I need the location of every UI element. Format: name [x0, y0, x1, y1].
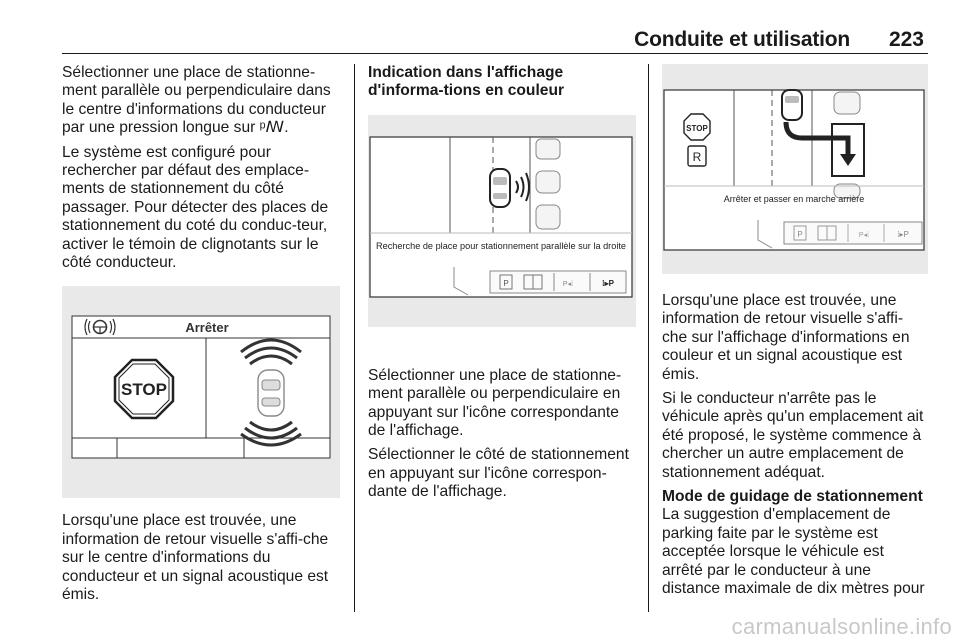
section-heading: Indication dans l'affichage d'informa-tions en couleur	[368, 64, 565, 100]
figure-color-display-reverse	[662, 64, 928, 274]
stop-sign-icon	[684, 114, 710, 140]
right-side-icon[interactable]: ⁞▸P	[897, 230, 909, 239]
header-title: Conduite et utilisation	[634, 28, 850, 51]
dic-stop-illustration	[62, 286, 340, 498]
reverse-gear-text: R	[692, 150, 702, 164]
color-display-search-illustration	[368, 115, 636, 327]
paragraph: Sélectionner une place de stationne-ment parallèle ou perpendiculaire dans le centre d'informations du conducteur par une pression longue sur ᵖꟿ.	[62, 64, 331, 137]
paragraph: La suggestion d'emplacement de parking faite par le système est acceptée lorsque le véhicule est arrêté par le conducteur à une distance maximale de dix mètres pour	[662, 506, 925, 598]
parallel-parking-icon[interactable]: P	[797, 230, 803, 239]
page-header	[62, 24, 928, 54]
column-1	[62, 64, 340, 611]
figure-caption: Recherche de place pour stationnement parallèle sur la droite	[376, 240, 626, 251]
right-side-icon[interactable]: ⁞▸P	[601, 278, 615, 288]
stop-sign-icon	[115, 360, 173, 418]
parallel-parking-icon[interactable]: P	[503, 278, 509, 288]
parked-car-icon	[536, 139, 560, 229]
left-side-icon[interactable]: P◂⁞	[562, 280, 574, 288]
watermark: carmanualsonline.info	[731, 614, 952, 639]
column-2	[368, 64, 636, 508]
paragraph: Sélectionner le côté de stationnement en appuyant sur l'icône correspon-dante de l'affichage.	[368, 446, 629, 501]
stop-sign-text: STOP	[686, 124, 708, 133]
left-side-icon[interactable]: P◂⁞	[858, 232, 870, 239]
figure-title: Arrêter	[185, 320, 229, 336]
paragraph: Lorsqu'une place est trouvée, une information de retour visuelle s'affi-che sur l'affichage d'informations en couleur et un signal acoustique est émis.	[662, 292, 910, 383]
color-display-reverse-illustration	[662, 64, 928, 274]
figure-caption: Arrêter et passer en marche arrière	[723, 194, 865, 204]
own-car-icon	[782, 90, 802, 120]
paragraph: Le système est configuré pour rechercher par défaut des emplace-ments de stationnement du côté passager. Pour détecter des places de stationnement du coté du conduc-teur, activer le témoin de clignotants sur le côté conducteur.	[62, 143, 329, 272]
paragraph: Si le conducteur n'arrête pas le véhicule après qu'un emplacement ait été proposé, le système commence à chercher un autre emplacement de stationnement adéquat.	[662, 390, 924, 481]
column-divider	[354, 64, 355, 612]
column-3	[662, 64, 928, 599]
stop-sign-text: STOP	[121, 380, 167, 400]
page-number: 223	[888, 28, 924, 51]
paragraph: Lorsqu'une place est trouvée, une information de retour visuelle s'affi-che sur le centre d'informations du conducteur et un signal acoustique est émis.	[62, 512, 329, 604]
column-divider	[648, 64, 649, 612]
figure-dic-stop	[62, 286, 340, 498]
reverse-gear-icon	[688, 146, 706, 166]
own-car-icon	[490, 169, 510, 207]
section-heading: Mode de guidage de stationnement	[662, 488, 923, 506]
paragraph: Sélectionner une place de stationne-ment parallèle ou perpendiculaire en appuyant sur l'icône correspondante de l'affichage.	[368, 366, 622, 440]
figure-color-display-search	[368, 115, 636, 327]
